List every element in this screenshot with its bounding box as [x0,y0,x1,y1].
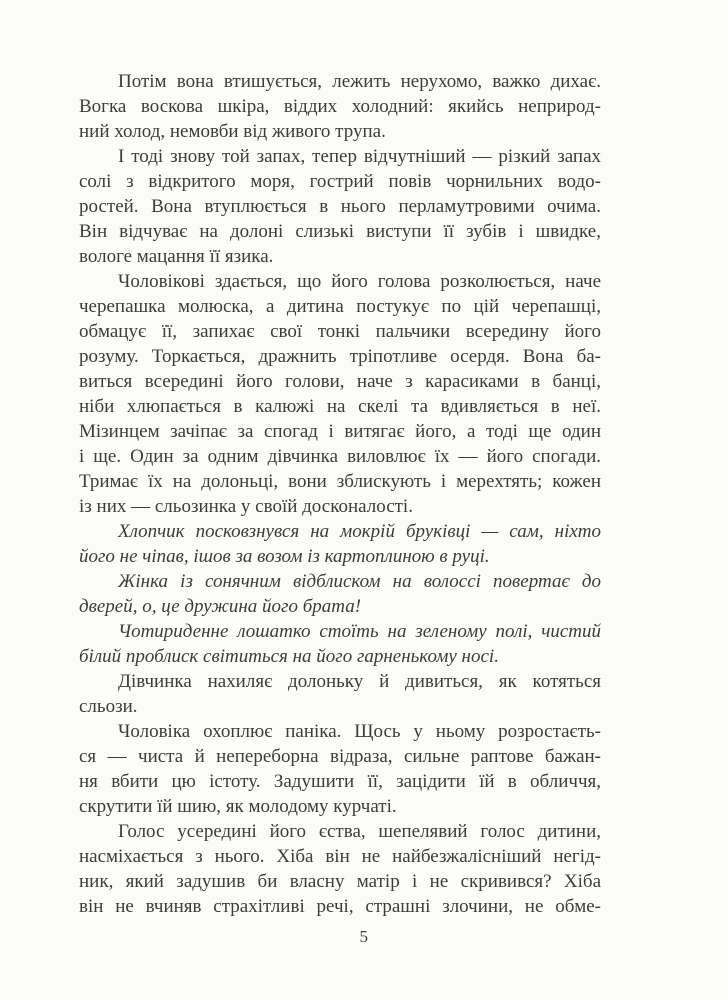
paragraph [79,519,601,569]
text-block [79,69,601,919]
text-line: ростей. Вона втуплюється в нього перламутровими очима. [79,196,601,217]
text-line: ся — чиста й непереборна відраза, сильне раптове бажан- [79,746,601,767]
text-line: Чотириденне лошатко стоїть на зеленому полі, чистий [118,621,601,642]
text-line: сльози. [79,696,138,717]
text-line: із них — сльозинка у своїй досконалості. [79,496,413,517]
paragraph [79,669,601,719]
text-line: ний холод, немовби від живого трупа. [79,121,386,142]
text-line: він не вчиняв страхітливі речі, страшні злочини, не обме- [79,896,601,917]
page-number: 5 [359,927,369,946]
text-line: черепашка молюска, а дитина постукує по цій черепашці, [79,296,601,317]
text-line: Тримає їх на долоньці, вони зблискують і мерехтять; кожен [79,471,601,492]
text-line: Дівчинка нахиляє долоньку й дивиться, як котяться [118,671,601,692]
text-line: вологе мацання її язика. [79,246,274,267]
text-line: Вогка воскова шкіра, віддих холодний: якийсь неприрод- [79,96,601,117]
text-line: Голос усередині його єства, шепелявий голос дитини, [118,821,601,842]
text-line: Він відчуває на долоні слизькі виступи її зубів і швидке, [79,221,601,242]
text-line: Жінка із сонячним відблиском на волоссі повертає до [118,571,601,592]
text-line: ник, який задушив би власну матір і не скривився? Хіба [79,871,601,892]
text-line: дверей, о, це дружина його брата! [79,596,362,617]
paragraph [79,69,601,144]
text-line: Чоловіка охоплює паніка. Щось у ньому розростаєть- [118,721,601,742]
text-line: його не чіпав, ішов за возом із картоплиною в руці. [79,546,490,567]
text-line: Чоловікові здається, що його голова розколюється, наче [118,271,601,292]
text-line: солі з відкритого моря, гострий повів чорнильних водо- [79,171,601,192]
paragraph [79,269,601,519]
paragraph [79,569,601,619]
text-line: виться всередині його голови, наче з карасиками в банці, [79,371,601,392]
text-line: ніби хлюпається в калюжі на скелі та вдивляється в неї. [79,396,601,417]
text-line: ня вбити цю істоту. Задушити її, зацідити їй в обличчя, [79,771,601,792]
text-line: скрутити їй шию, як молодому курчаті. [79,796,397,817]
paragraph [79,619,601,669]
paragraph [79,719,601,819]
text-line: І тоді знову той запах, тепер відчутніший — різкий запах [118,146,601,167]
text-line: білий проблиск світиться на його гарненькому носі. [79,646,499,667]
text-line: обмацує її, запихає свої тонкі пальчики всередину його [79,321,601,342]
text-line: розуму. Торкається, дражнить тріпотливе осердя. Вона ба- [79,346,601,367]
text-line: насміхається з нього. Хіба він не найбезжалісніший негід- [79,846,601,867]
text-line: Потім вона втишується, лежить нерухомо, важко дихає. [118,71,601,92]
text-line: Мізинцем зачіпає за спогад і витягає його, а тоді ще один [79,421,601,442]
text-line: і ще. Один за одним дівчинка виловлює їх — його спогади. [79,446,601,467]
paragraph [79,144,601,269]
paragraph [79,819,601,919]
text-line: Хлопчик посковзнувся на мокрій бруківці — сам, ніхто [118,521,601,542]
